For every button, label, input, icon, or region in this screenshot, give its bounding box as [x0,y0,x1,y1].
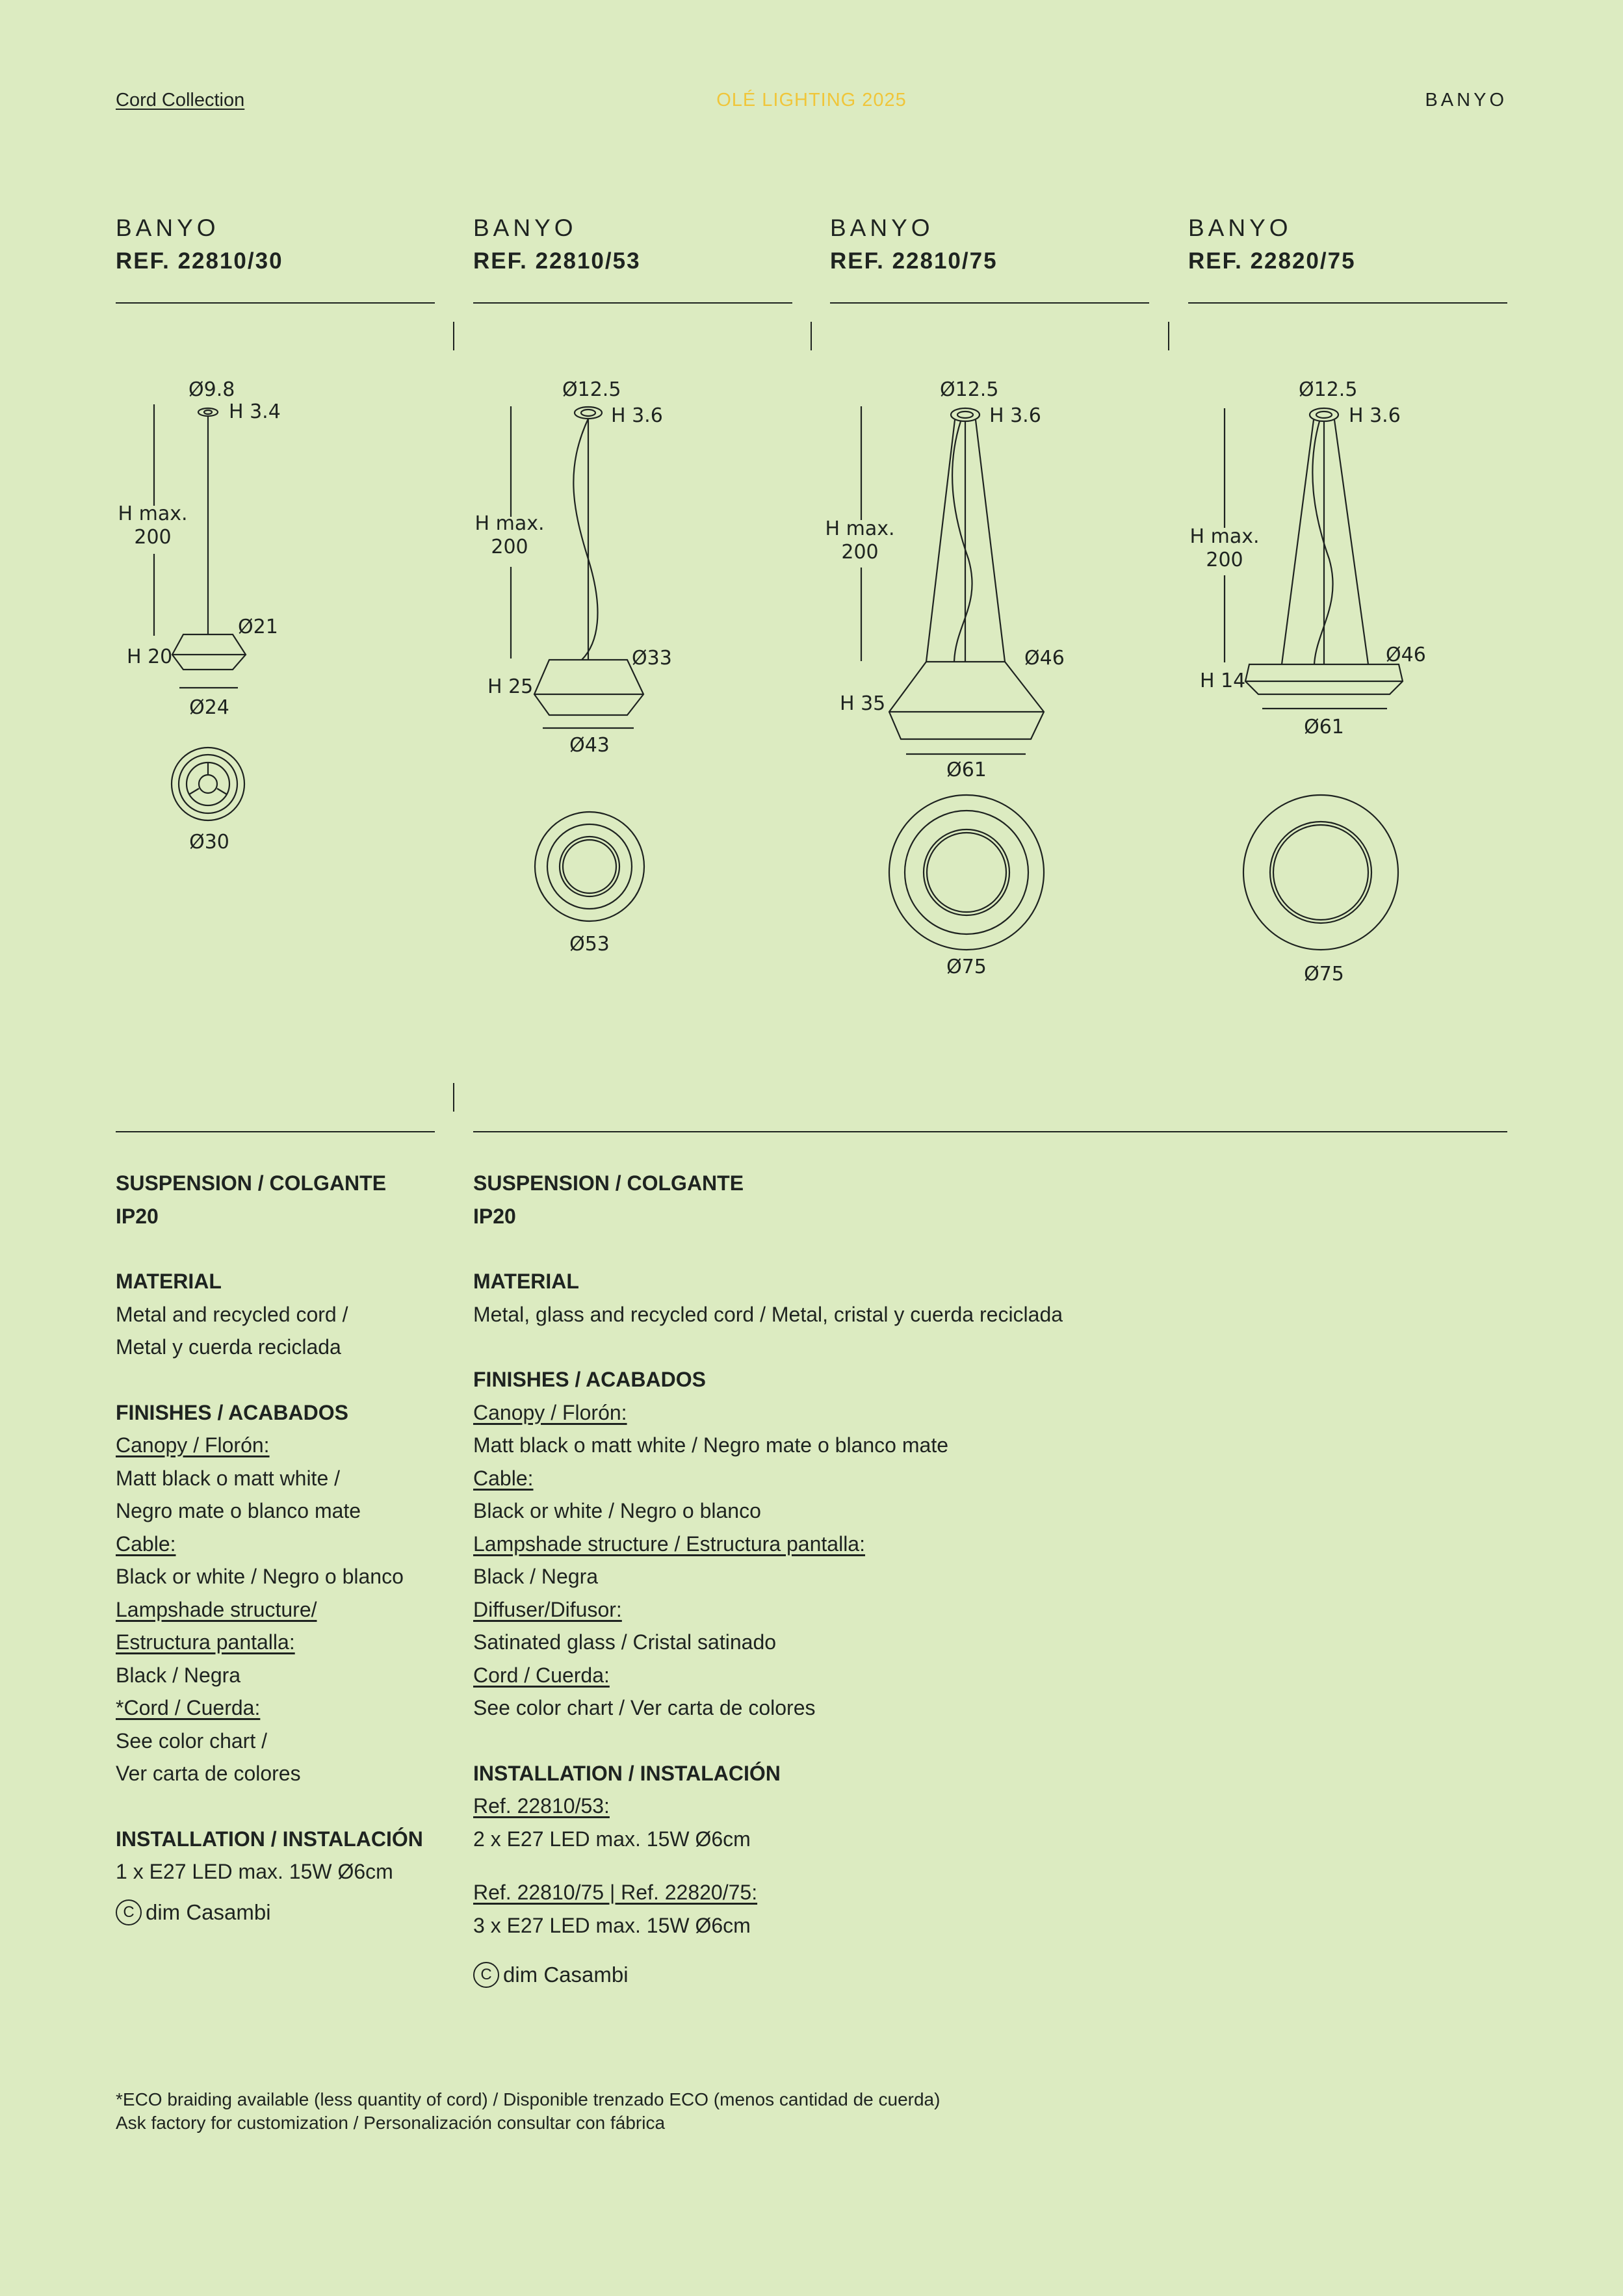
dim-label: H max. [1189,525,1260,548]
dim-label: Ø12.5 [1299,378,1358,401]
dim-label: H max. [474,512,545,535]
dim-label: H 3.6 [611,404,663,427]
dim-label: Ø21 [238,616,278,638]
spec-left [116,1167,441,1929]
installation-text: 2 x E27 LED max. 15W Ø6cm [473,1827,751,1851]
dim-label: H 20 [127,646,173,668]
casambi-icon: C [473,1962,499,1988]
canopy-label: Canopy / Florón: [473,1400,627,1424]
dim-label: Ø61 [1304,716,1344,738]
model-name: BANYO [473,215,577,241]
dim-label: H max. [825,517,895,540]
model-name: BANYO [830,215,934,241]
ip-rating: IP20 [116,1204,159,1228]
cord-text: Ver carta de colores [116,1762,301,1785]
installation-text: 3 x E27 LED max. 15W Ø6cm [473,1913,751,1937]
ip-rating: IP20 [473,1204,516,1228]
dim-label: Ø46 [1024,647,1065,670]
casambi-badge [116,1896,441,1929]
lampshade-text: Black / Negra [473,1565,599,1588]
casambi-icon: C [116,1899,142,1925]
casambi-badge [473,1959,1507,1992]
material-text: Metal y cuerda reciclada [116,1335,341,1359]
dim-label: Ø33 [632,647,672,670]
canopy-text: Negro mate o blanco mate [116,1499,361,1522]
lampshade-text: Black / Negra [116,1663,241,1687]
canopy-label: Canopy / Florón: [116,1433,270,1457]
dim-label: H 35 [840,692,886,715]
drawing-22810-75 [861,406,1044,950]
brand-title: OLÉ LIGHTING 2025 [716,90,907,111]
cable-label: Cable: [473,1466,534,1490]
material-heading: MATERIAL [473,1270,579,1293]
drawing-22820-75 [1225,408,1403,950]
canopy-text: Matt black o matt white / Negro mate o blanco mate [473,1433,948,1457]
model-name: BANYO [1188,215,1292,241]
dim-label: H 14 [1200,670,1246,692]
dim-label: H 25 [487,675,534,698]
dim-label: 200 [134,526,172,549]
divider [453,1083,454,1112]
dim-label: Ø53 [569,933,610,956]
material-text: Metal, glass and recycled cord / Metal, cristal y cuerda reciclada [473,1302,1063,1326]
dim-label: H max. [118,502,188,525]
model-ref: REF. 22820/75 [1188,248,1356,274]
model-ref: REF. 22810/30 [116,248,283,274]
footnote-line: *ECO braiding available (less quantity of cord) / Disponible trenzado ECO (menos cantidad de cuerda) [116,2089,941,2109]
cord-text: See color chart / Ver carta de colores [473,1696,816,1719]
footnote-line: Ask factory for customization / Personalización consultar con fábrica [116,2113,666,2133]
dim-label: 200 [1206,549,1243,571]
product-name: BANYO [1425,90,1507,111]
cable-text: Black or white / Negro o blanco [473,1499,761,1522]
dim-label: Ø43 [569,734,610,757]
finishes-heading: FINISHES / ACABADOS [473,1368,706,1391]
installation-heading: INSTALLATION / INSTALACIÓN [473,1761,781,1785]
casambi-label: dim Casambi [146,1899,271,1924]
dim-label: H 3.4 [229,400,281,423]
drawing-22810-30 [154,404,246,820]
lampshade-label: Lampshade structure/ [116,1597,317,1621]
collection-link[interactable]: Cord Collection [116,90,245,111]
dim-label: Ø30 [189,831,229,854]
dim-label: Ø75 [1304,963,1344,985]
cable-text: Black or white / Negro o blanco [116,1565,404,1588]
dim-label: 200 [491,536,528,558]
model-ref: REF. 22810/75 [830,248,998,274]
diffuser-text: Satinated glass / Cristal satinado [473,1630,777,1654]
cord-label: *Cord / Cuerda: [116,1696,261,1719]
model-ref: REF. 22810/53 [473,248,641,274]
diffuser-label: Diffuser/Difusor: [473,1597,622,1621]
spec-right [473,1167,1507,1992]
ref-label: Ref. 22810/53: [473,1794,610,1818]
dim-label: Ø12.5 [562,378,621,401]
type-heading: SUSPENSION / COLGANTE [116,1171,387,1195]
divider [116,1131,435,1132]
lampshade-label: Lampshade structure / Estructura pantalla: [473,1532,865,1556]
ref-label: Ref. 22810/75 | Ref. 22820/75: [473,1881,758,1904]
dim-label: Ø46 [1386,644,1426,666]
dim-label: 200 [841,541,879,564]
footnote [116,2088,940,2135]
installation-heading: INSTALLATION / INSTALACIÓN [116,1827,423,1851]
dim-label: Ø75 [946,956,987,978]
cable-label: Cable: [116,1532,176,1556]
divider [473,1131,1507,1132]
material-text: Metal and recycled cord / [116,1302,348,1326]
dim-label: Ø61 [946,759,987,781]
drawing-22810-53 [511,406,644,921]
cord-label: Cord / Cuerda: [473,1663,610,1687]
dim-label: Ø24 [189,696,229,719]
dim-label: H 3.6 [989,404,1041,427]
casambi-label: dim Casambi [503,1963,629,1987]
type-heading: SUSPENSION / COLGANTE [473,1171,744,1195]
finishes-heading: FINISHES / ACABADOS [116,1400,348,1424]
cord-text: See color chart / [116,1729,267,1753]
canopy-text: Matt black o matt white / [116,1466,341,1490]
dim-label: Ø12.5 [940,378,999,401]
lampshade-label: Estructura pantalla: [116,1630,295,1654]
dim-label: H 3.6 [1349,404,1401,427]
installation-text: 1 x E27 LED max. 15W Ø6cm [116,1860,393,1883]
dim-label: Ø9.8 [188,378,235,401]
model-name: BANYO [116,215,220,241]
material-heading: MATERIAL [116,1270,222,1293]
